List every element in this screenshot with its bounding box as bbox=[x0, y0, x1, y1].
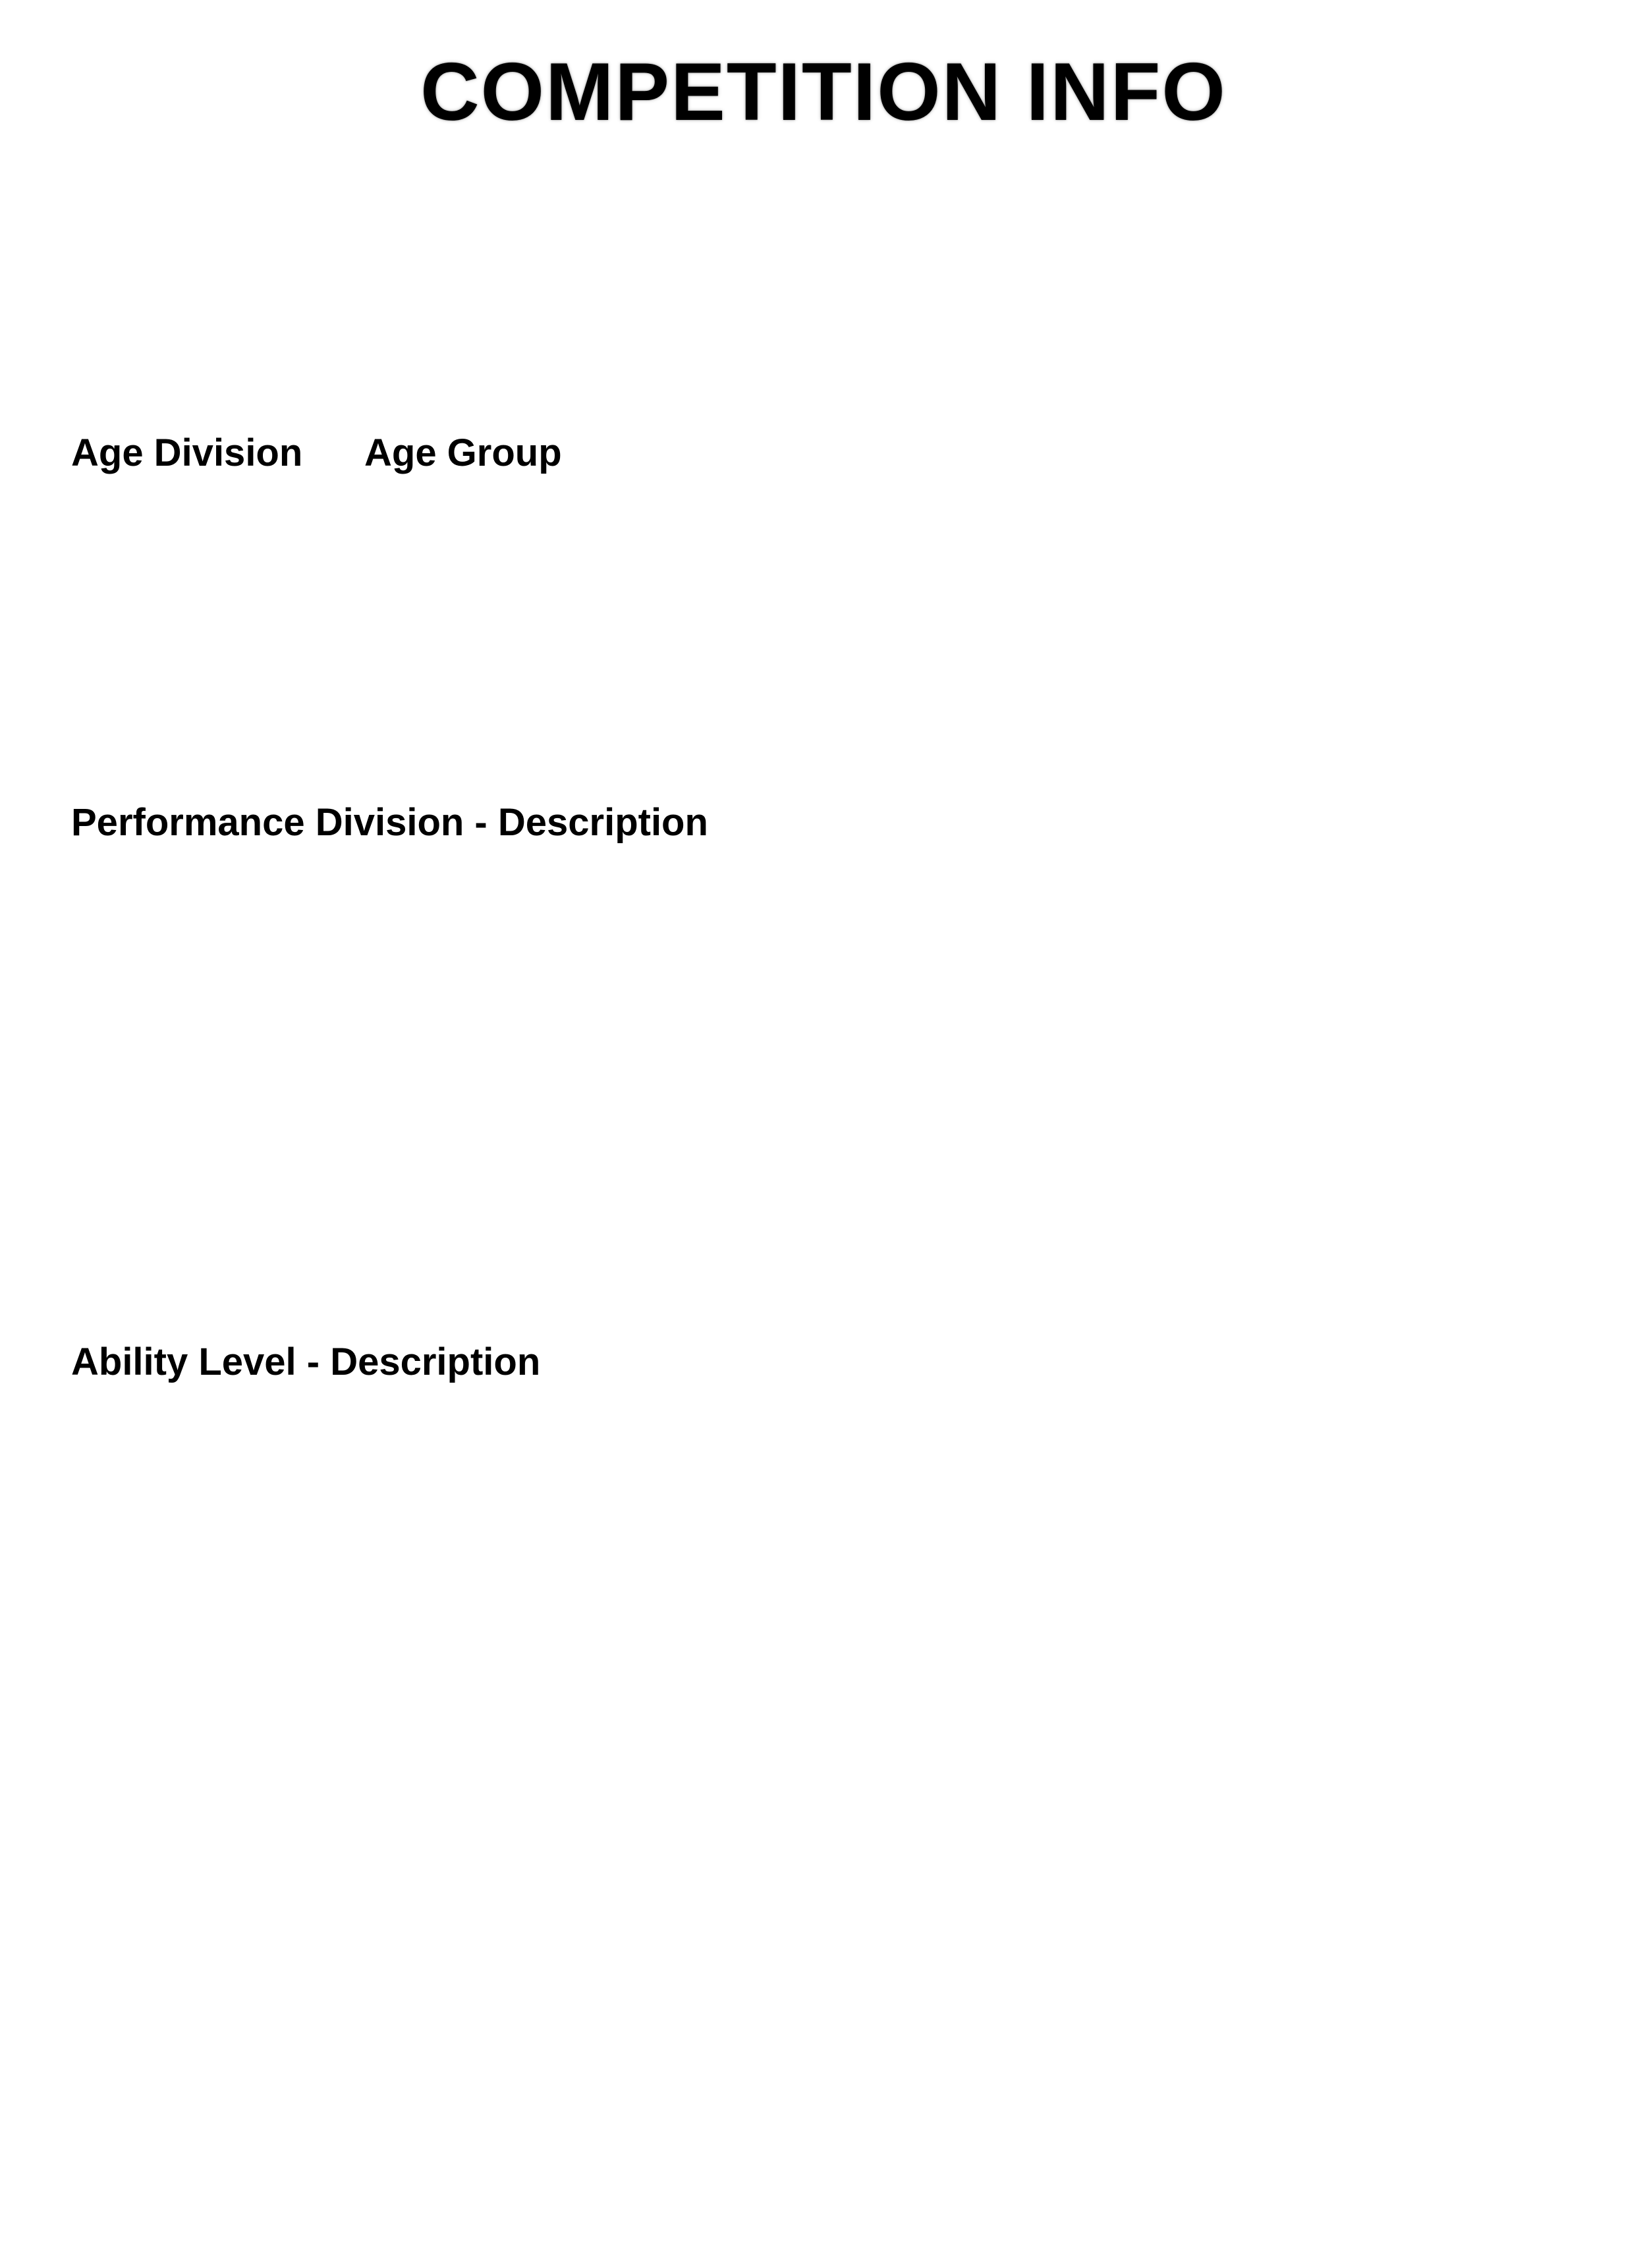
ability-level-heading: Ability Level - Description bbox=[71, 1341, 541, 1383]
age-group-heading: Age Group bbox=[364, 431, 562, 474]
performance-division-body bbox=[71, 856, 1576, 1304]
page-title: COMPETITION INFO bbox=[420, 47, 1227, 138]
ability-level-body bbox=[71, 1397, 1576, 2220]
performance-division-heading: Performance Division - Description bbox=[71, 801, 708, 844]
age-section-body bbox=[71, 487, 1576, 764]
age-division-heading: Age Division bbox=[71, 431, 303, 474]
